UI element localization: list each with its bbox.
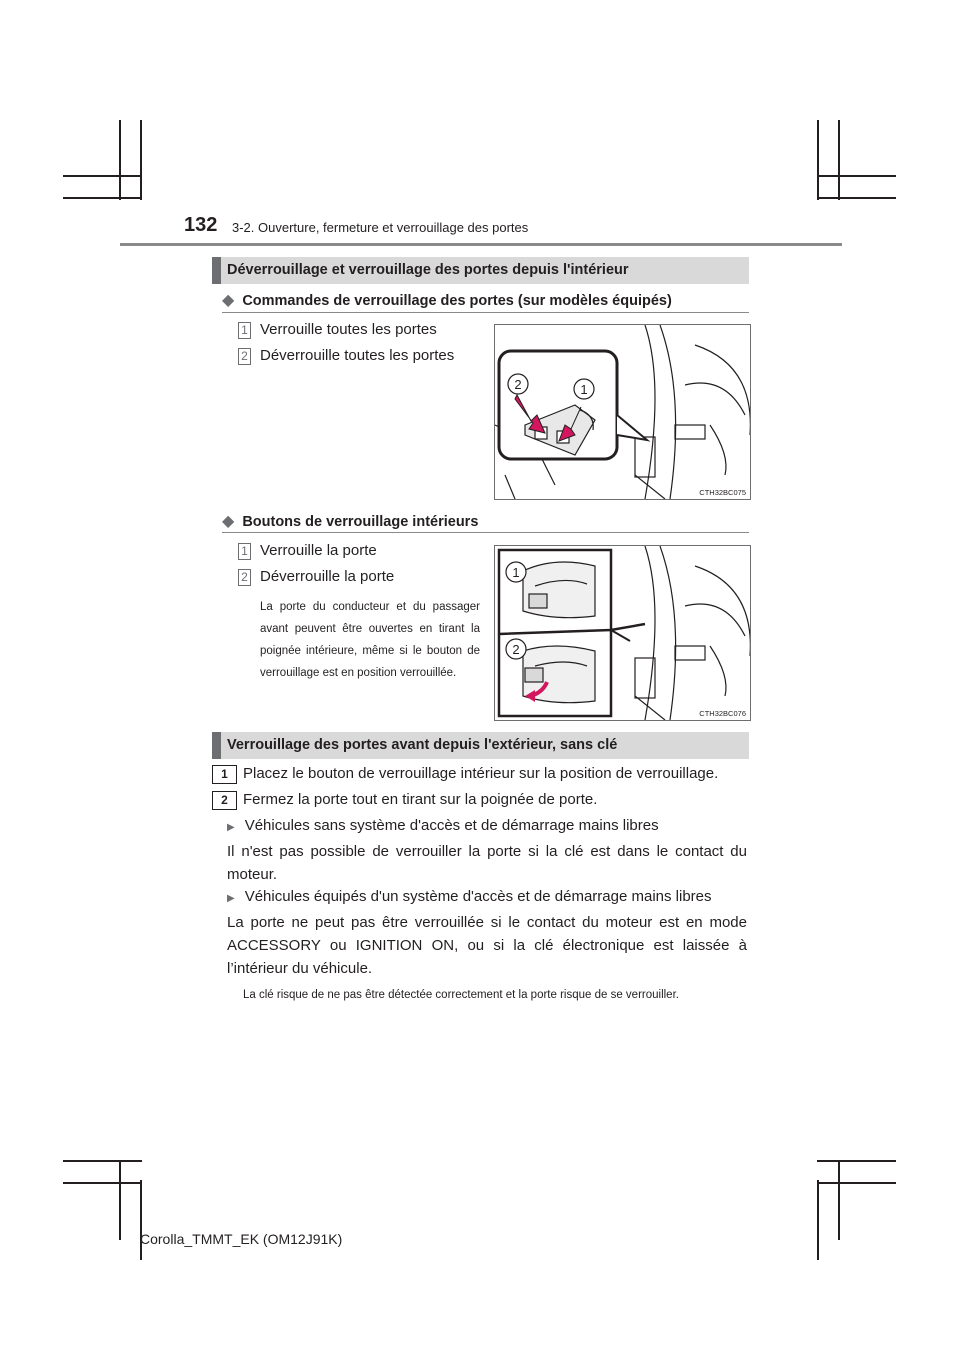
interior-lock-button-drawing bbox=[495, 546, 750, 720]
section-heading: Verrouillage des portes avant depuis l'extérieur, sans clé bbox=[212, 732, 749, 759]
chapter-title: 3-2. Ouverture, fermeture et verrouillage des portes bbox=[232, 220, 529, 235]
triangle-bullet-icon: ▶ bbox=[227, 893, 235, 904]
figure-code: CTH32BC076 bbox=[699, 709, 746, 718]
figure-label: 1 bbox=[512, 565, 520, 580]
crop-mark bbox=[63, 1182, 142, 1184]
crop-mark bbox=[817, 1182, 896, 1184]
door-lock-switch-drawing bbox=[495, 325, 750, 499]
crop-mark bbox=[140, 120, 142, 200]
note-text: La clé risque de ne pas être détectée correctement et la porte risque de se verrouiller. bbox=[243, 989, 679, 1001]
subsection-heading: ◆ Commandes de verrouillage des portes (sur modèles équipés) bbox=[222, 292, 672, 309]
subsection-heading: ◆ Boutons de verrouillage intérieurs bbox=[222, 513, 479, 530]
page-number: 132 bbox=[184, 214, 218, 236]
callout-text: Déverrouille toutes les portes bbox=[260, 347, 455, 364]
crop-mark bbox=[817, 1160, 896, 1162]
crop-mark bbox=[817, 175, 896, 177]
callout-number: 1 bbox=[238, 543, 251, 560]
condition-heading: ▶ Véhicules équipés d'un système d'accès et de démarrage mains libres bbox=[227, 888, 712, 905]
figure-label: 2 bbox=[512, 642, 520, 657]
condition-heading: ▶ Véhicules sans système d'accès et de démarrage mains libres bbox=[227, 817, 659, 834]
figure-label: 2 bbox=[514, 377, 522, 392]
crop-mark bbox=[838, 120, 840, 200]
crop-mark bbox=[119, 1160, 121, 1240]
subsection-rule bbox=[222, 532, 749, 533]
crop-mark bbox=[119, 120, 121, 200]
crop-mark bbox=[63, 1160, 142, 1162]
callout-text: Verrouille toutes les portes bbox=[260, 321, 437, 338]
callout-text: Verrouille la porte bbox=[260, 542, 377, 559]
body-paragraph: La porte ne peut pas être verrouillée si le contact du moteur est en mode ACCESSORY ou IGNITION ON, ou si la clé électronique est laissée à l’intérieur du véhicule. bbox=[227, 914, 747, 977]
crop-mark bbox=[63, 175, 142, 177]
crop-mark bbox=[817, 1180, 819, 1260]
body-paragraph: Il n'est pas possible de verrouiller la porte si la clé est dans le contact du moteur. bbox=[227, 843, 747, 883]
header-rule bbox=[120, 243, 842, 246]
subsection-rule bbox=[222, 312, 749, 313]
step-number: 1 bbox=[212, 765, 237, 784]
diamond-icon: ◆ bbox=[222, 513, 235, 530]
triangle-bullet-icon: ▶ bbox=[227, 822, 235, 833]
interior-lock-button-illustration bbox=[494, 545, 751, 721]
callout-number: 2 bbox=[238, 569, 251, 586]
note-text: La porte du conducteur et du passager avant peuvent être ouvertes en tirant la poignée intérieure, même si le bouton de verrouillage est en position verrouillée. bbox=[260, 601, 480, 679]
figure-label: 1 bbox=[580, 382, 588, 397]
crop-mark bbox=[838, 1160, 840, 1240]
crop-mark bbox=[63, 197, 142, 199]
callout-number: 1 bbox=[238, 322, 251, 339]
callout-number: 2 bbox=[238, 348, 251, 365]
step-number: 2 bbox=[212, 791, 237, 810]
figure-code: CTH32BC075 bbox=[699, 488, 746, 497]
step-text: Placez le bouton de verrouillage intérieur sur la position de verrouillage. bbox=[243, 765, 719, 782]
crop-mark bbox=[817, 197, 896, 199]
door-lock-switch-illustration bbox=[494, 324, 751, 500]
diamond-icon: ◆ bbox=[222, 292, 235, 309]
document-id: Corolla_TMMT_EK (OM12J91K) bbox=[140, 1231, 343, 1247]
crop-mark bbox=[140, 1180, 142, 1260]
section-heading: Déverrouillage et verrouillage des portes depuis l'intérieur bbox=[212, 257, 749, 284]
crop-mark bbox=[817, 120, 819, 200]
callout-text: Déverrouille la porte bbox=[260, 568, 395, 585]
step-text: Fermez la porte tout en tirant sur la poignée de porte. bbox=[243, 791, 598, 808]
